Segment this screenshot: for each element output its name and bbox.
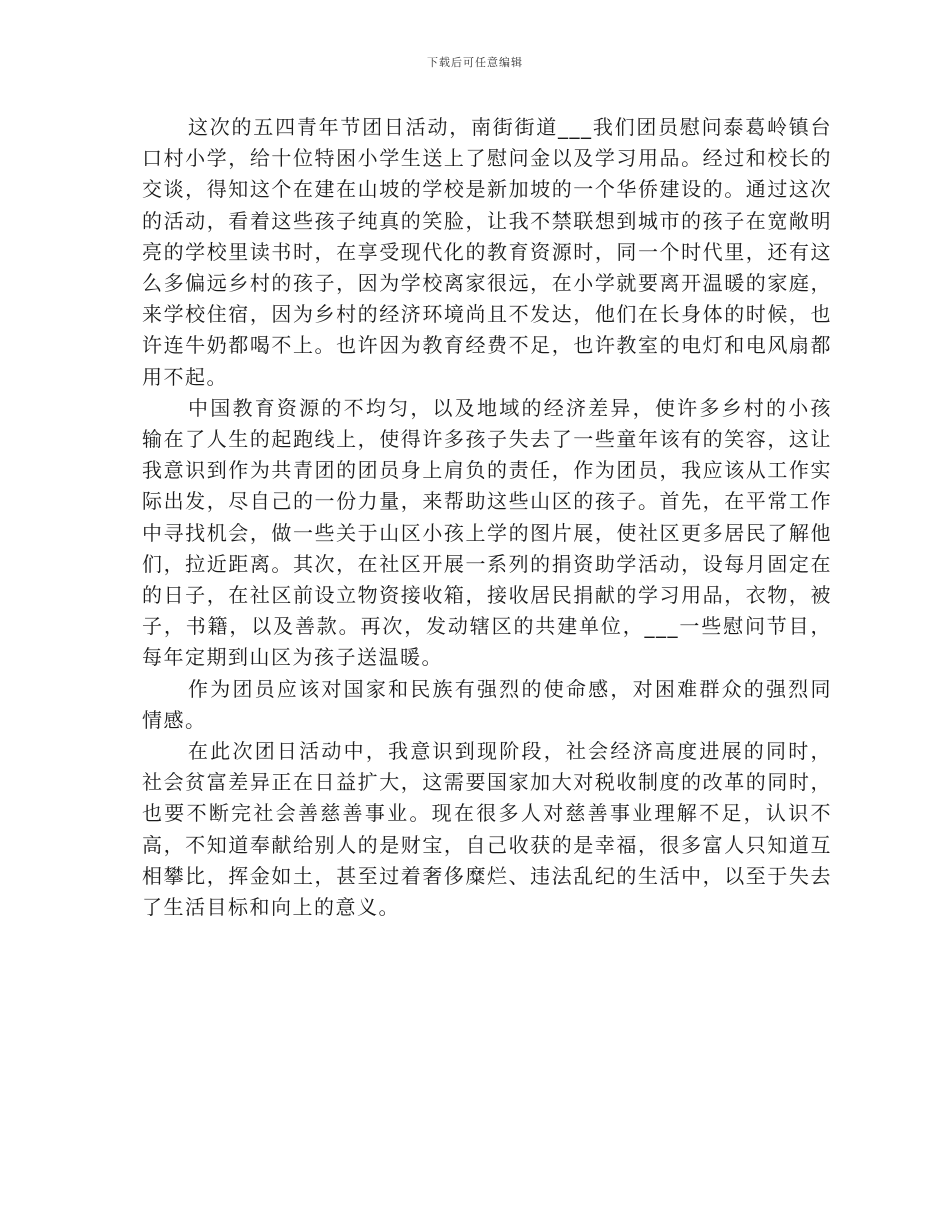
paragraph-1: 这次的五四青年节团日活动，南街街道___我们团员慰问泰葛岭镇台口村小学，给十位特困小学生送上了慰问金以及学习用品。经过和校长的交谈，得知这个在建在山坡的学校是新加坡的一个华侨建设的。通过这次的活动，看着这些孩子纯真的笑脸，让我不禁联想到城市的孩子在宽敞明亮的学校里读书时，在享受现代化的教育资源时，同一个时代里，还有这么多偏远乡村的孩子，因为学校离家很远，在小学就要离开温暖的家庭，来学校住宿，因为乡村的经济环境尚且不发达，他们在长身体的时候，也许连牛奶都喝不上。也许因为教育经费不足，也许教室的电灯和电风扇都用不起。 [142,115,832,389]
paragraph-2: 中国教育资源的不均匀，以及地域的经济差异，使许多乡村的小孩输在了人生的起跑线上，使得许多孩子失去了一些童年该有的笑容，这让我意识到作为共青团的团员身上肩负的责任，作为团员，我应该从工作实际出发，尽自己的一份力量，来帮助这些山区的孩子。首先，在平常工作中寻找机会，做一些关于山区小孩上学的图片展，使社区更多居民了解他们，拉近距离。其次，在社区开展一系列的捐资助学活动，设每月固定在的日子，在社区前设立物资接收箱，接收居民捐献的学习用品，衣物，被子，书籍，以及善款。再次，发动辖区的共建单位，___一些慰问节目，每年定期到山区为孩子送温暖。 [142,395,832,670]
paragraph-3: 作为团员应该对国家和民族有强烈的使命感，对困难群众的强烈同情感。 [142,676,832,732]
page-header: 下载后可任意编辑 [427,56,523,69]
document-body [142,112,832,923]
paragraph-4: 在此次团日活动中，我意识到现阶段，社会经济高度进展的同时，社会贫富差异正在日益扩大，这需要国家加大对税收制度的改革的同时，也要不断完社会善慈善事业。现在很多人对慈善事业理解不足，认识不高，不知道奉献给别人的是财宝，自己收获的是幸福，很多富人只知道互相攀比，挥金如土，甚至过着奢侈糜烂、违法乱纪的生活中，以至于失去了生活目标和向上的意义。 [142,739,832,920]
